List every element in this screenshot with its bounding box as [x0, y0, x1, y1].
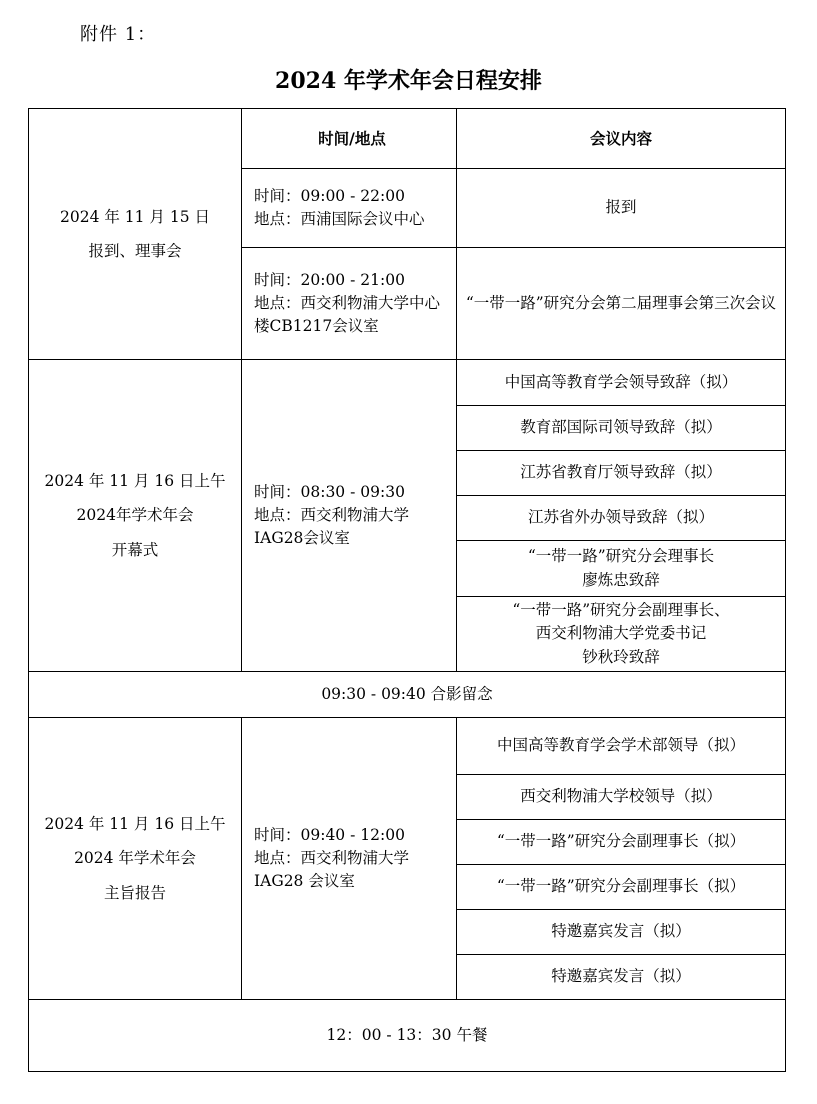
header-time-place: 时间/地点	[242, 109, 457, 169]
keynote-item-2: 西交利物浦大学校领导（拟）	[457, 775, 786, 820]
table-row	[29, 360, 786, 406]
day1-row2-time: 时间：20:00 - 21:00 地点：西交利物浦大学中心楼CB1217会议室	[242, 248, 457, 360]
lunch: 12：00 - 13：30 午餐	[29, 1000, 786, 1072]
keynote-time: 时间：09:40 - 12:00 地点：西交利物浦大学 IAG28 会议室	[242, 718, 457, 1000]
day1-label	[29, 109, 242, 360]
keynote-label	[29, 718, 242, 1000]
opening-item-1: 中国高等教育学会领导致辞（拟）	[457, 360, 786, 406]
table-row	[29, 718, 786, 775]
opening-item-6: “一带一路”研究分会副理事长、 西交利物浦大学党委书记 钞秋玲致辞	[457, 597, 786, 672]
opening-item-2: 教育部国际司领导致辞（拟）	[457, 406, 786, 451]
photo-row	[29, 672, 786, 718]
opening-item-5: “一带一路”研究分会理事长 廖炼忠致辞	[457, 541, 786, 597]
opening-item-4: 江苏省外办领导致辞（拟）	[457, 496, 786, 541]
lunch-row	[29, 1000, 786, 1072]
keynote-item-3: “一带一路”研究分会副理事长（拟）	[457, 820, 786, 865]
keynote-item-4: “一带一路”研究分会副理事长（拟）	[457, 865, 786, 910]
day1-row2-content: “一带一路”研究分会第二届理事会第三次会议	[457, 248, 786, 360]
attachment-label: 附件 1：	[80, 24, 157, 45]
day1-row1-content: 报到	[457, 169, 786, 248]
photo-session: 09:30 - 09:40 合影留念	[29, 672, 786, 718]
keynote-label-text: 2024 年 11 月 16 日上午 2024 年学术年会 主旨报告	[44, 815, 226, 902]
header-row	[29, 109, 786, 169]
keynote-item-1: 中国高等教育学会学术部领导（拟）	[457, 718, 786, 775]
header-content: 会议内容	[457, 109, 786, 169]
day1-label-text: 2024 年 11 月 15 日 报到、理事会	[59, 207, 211, 260]
opening-label-text: 2024 年 11 月 16 日上午 2024年学术年会 开幕式	[44, 472, 226, 559]
schedule-table	[28, 108, 786, 1072]
opening-time: 时间：08:30 - 09:30 地点：西交利物浦大学IAG28会议室	[242, 360, 457, 672]
keynote-item-5: 特邀嘉宾发言（拟）	[457, 910, 786, 955]
page-title: 2024 年学术年会日程安排	[275, 68, 542, 94]
opening-item-3: 江苏省教育厅领导致辞（拟）	[457, 451, 786, 496]
day1-row1-time: 时间：09:00 - 22:00 地点：西浦国际会议中心	[242, 169, 457, 248]
keynote-item-6: 特邀嘉宾发言（拟）	[457, 955, 786, 1000]
opening-label	[29, 360, 242, 672]
